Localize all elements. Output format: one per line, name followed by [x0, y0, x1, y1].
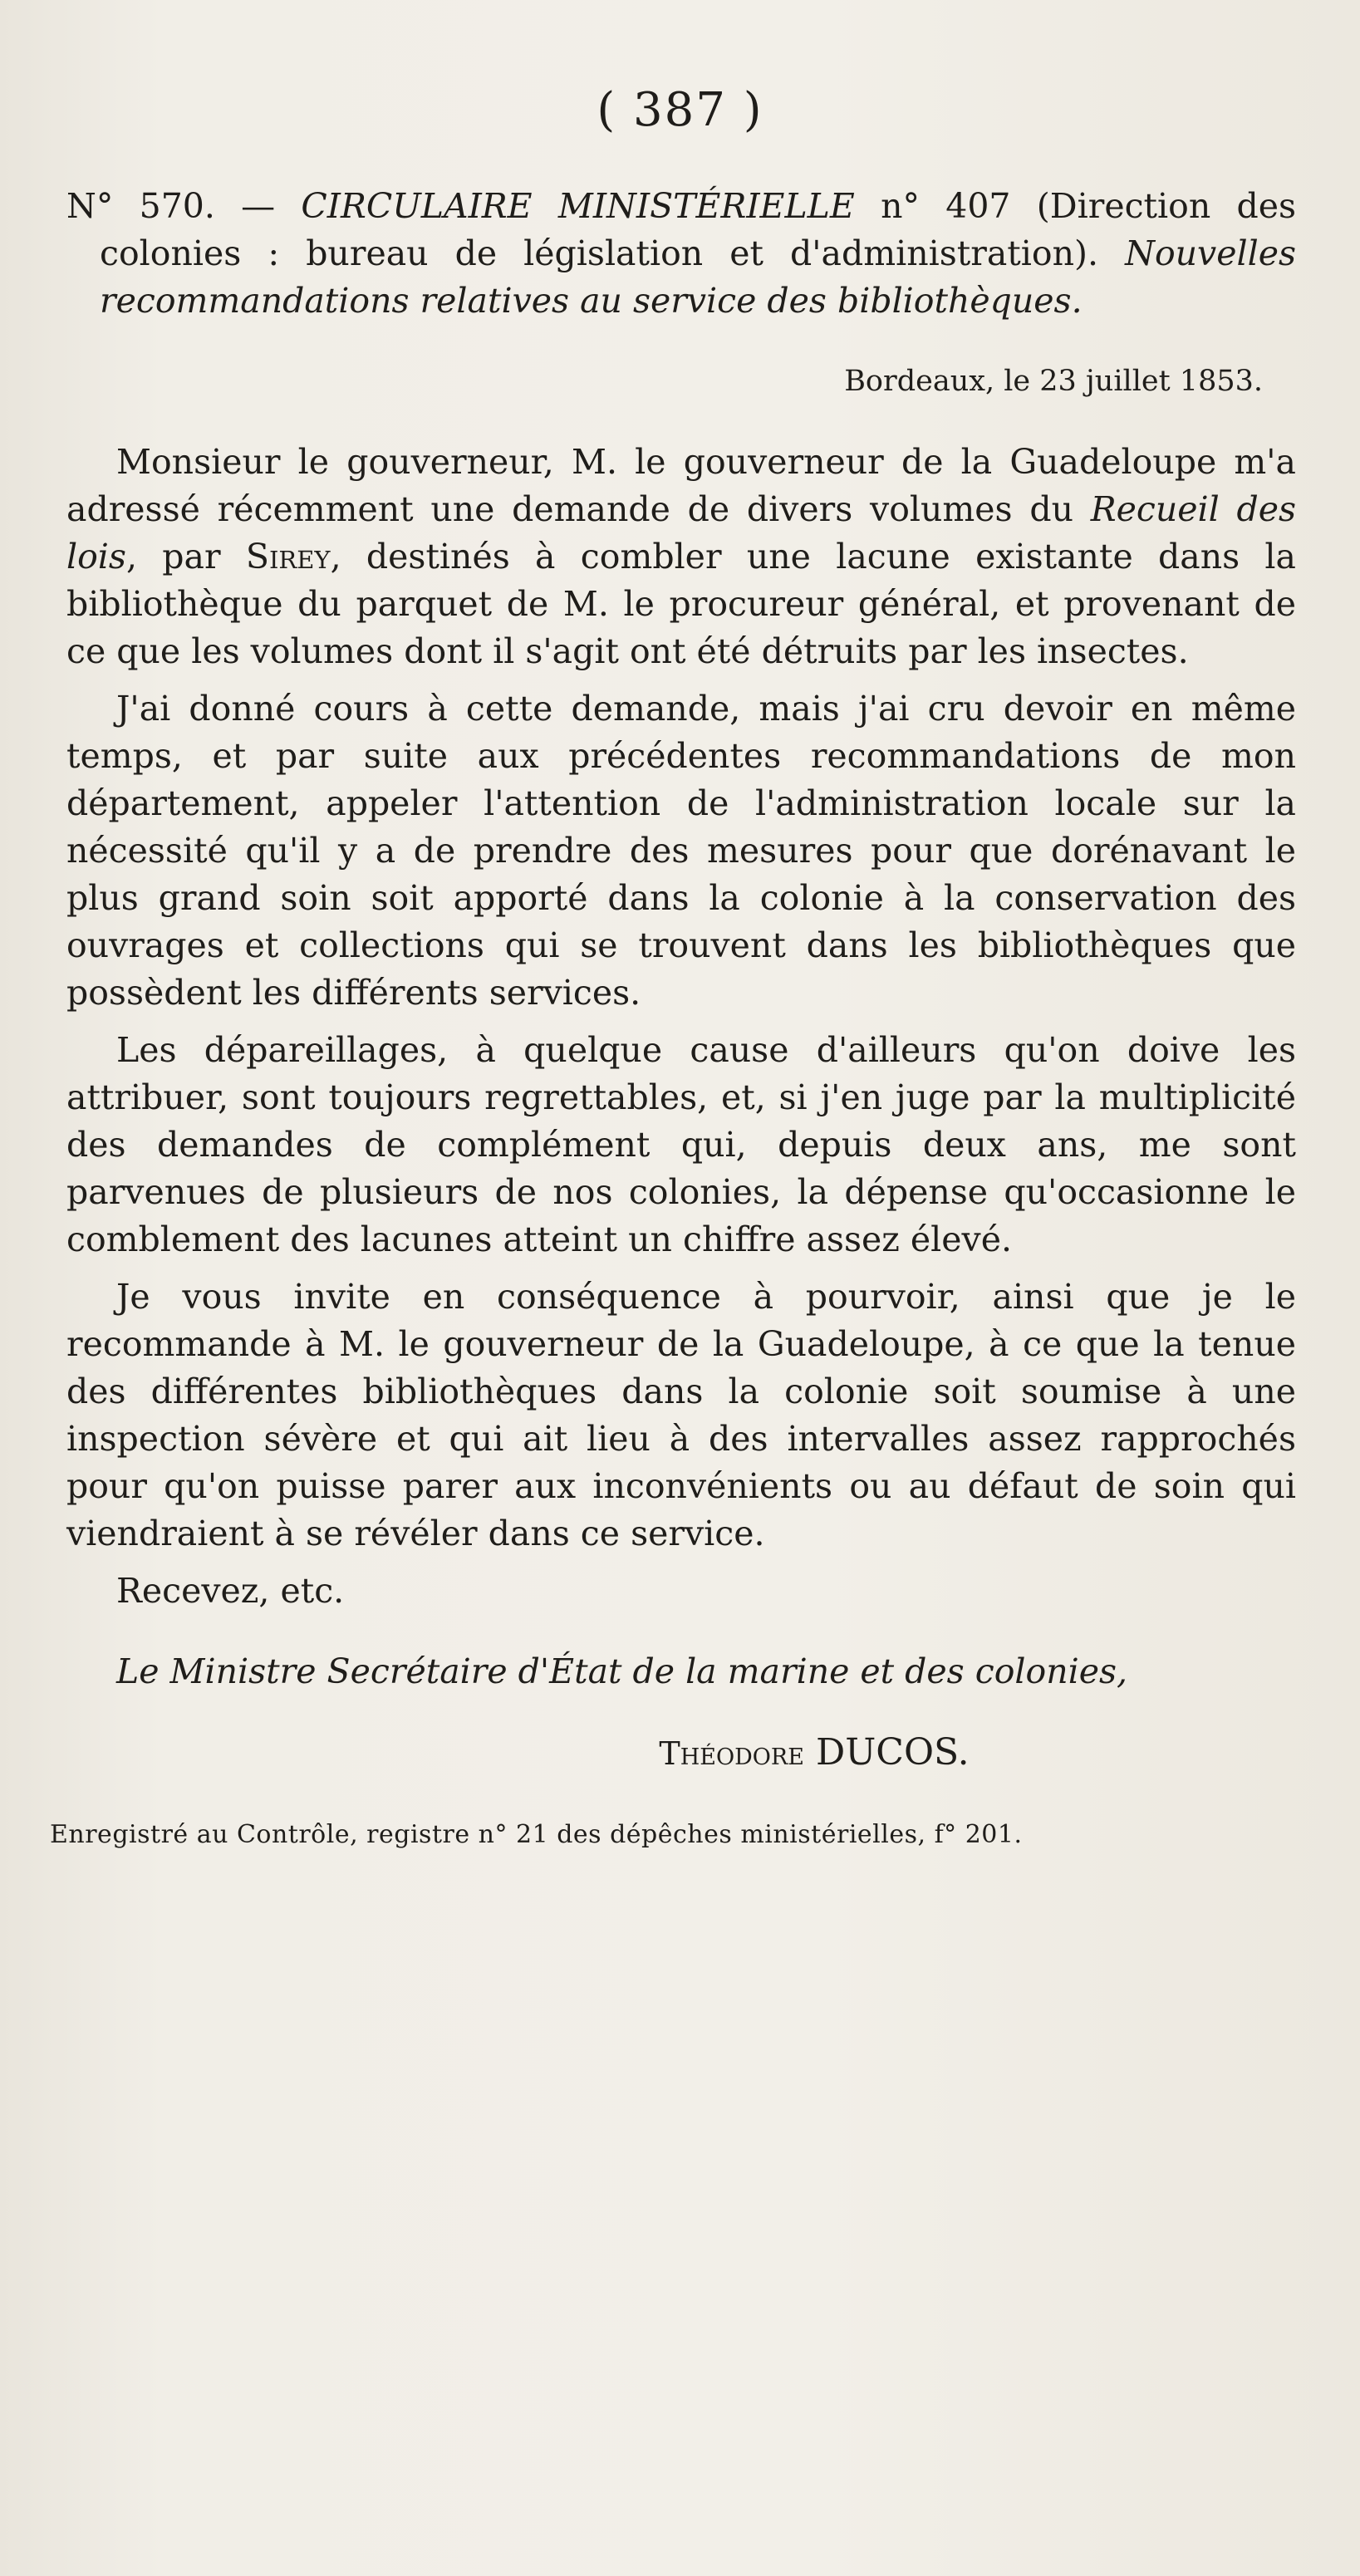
circular-reference: n° 407 (Direction des colonies : bureau de législation et d'administration). — [100, 186, 1297, 273]
registration-note: Enregistré au Contrôle, registre n° 21 des dépêches ministérielles, f° 201. — [50, 1820, 1023, 1849]
page-number: ( 387 ) — [597, 83, 763, 137]
circular-subject: Nouvelles recommandations relatives au service des bibliothèques. — [100, 233, 1296, 321]
circular-number: N° 570. — — [66, 186, 302, 226]
signature-first-name: Théodore — [659, 1735, 804, 1772]
closing-formula: Recevez, etc. — [116, 1571, 345, 1611]
circular-title: CIRCULAIRE MINISTÉRIELLE — [301, 186, 855, 226]
paragraph-1-book-title: Recueil des lois — [66, 489, 1296, 577]
paragraph-1-text-b: , par — [125, 537, 246, 577]
signatory-role: Le Ministre Secrétaire d'État de la marine et des colonies, — [116, 1651, 1128, 1691]
dateline: Bordeaux, le 23 juillet 1853. — [844, 365, 1263, 398]
circular-heading — [66, 183, 1297, 325]
paragraph-4: Je vous invite en conséquence à pourvoir, ainsi que je le recommande à M. le gouverneur de la Guadeloupe, à ce que la tenue des différentes bibliothèques dans la colonie soit soumise à une inspection sévère et qui ait lieu à des intervalles assez rapprochés pour qu'on puisse parer aux inconvénients ou au défaut de soin qui viendraient à se révéler dans ce service. — [66, 1277, 1296, 1553]
paragraph-1 — [66, 439, 1296, 675]
document-body — [50, 183, 1297, 1858]
paragraph-1-text-a: Monsieur le gouverneur, M. le gouverneur de la Guadeloupe m'a adressé récemment une demande de divers volumes du — [66, 442, 1296, 529]
signature-last-name: DUCOS. — [815, 1731, 970, 1774]
signature — [66, 1729, 1296, 1778]
paragraph-1-author: Sirey — [245, 537, 331, 577]
paragraph-1-text-c: , destinés à combler une lacune existante dans la bibliothèque du parquet de M. le procureur général, et provenant de ce que les volumes dont il s'agit ont été détruits par les insectes. — [66, 537, 1296, 671]
paragraph-3: Les dépareillages, à quelque cause d'ailleurs qu'on doive les attribuer, sont toujours regrettables, et, si j'en juge par la multiplicité des demandes de complément qui, depuis deux ans, me sont parvenues de plusieurs de nos colonies, la dépense qu'occasionne le comblement des lacunes atteint un chiffre assez élevé. — [66, 1030, 1296, 1259]
paragraph-2: J'ai donné cours à cette demande, mais j'ai cru devoir en même temps, et par suite aux précédentes recommandations de mon département, appeler l'attention de l'administration locale sur la nécessité qu'il y a de prendre des mesures pour que dorénavant le plus grand soin soit apporté dans la colonie à la conservation des ouvrages et collections qui se trouvent dans les bibliothèques que possèdent les différents services. — [66, 689, 1296, 1013]
